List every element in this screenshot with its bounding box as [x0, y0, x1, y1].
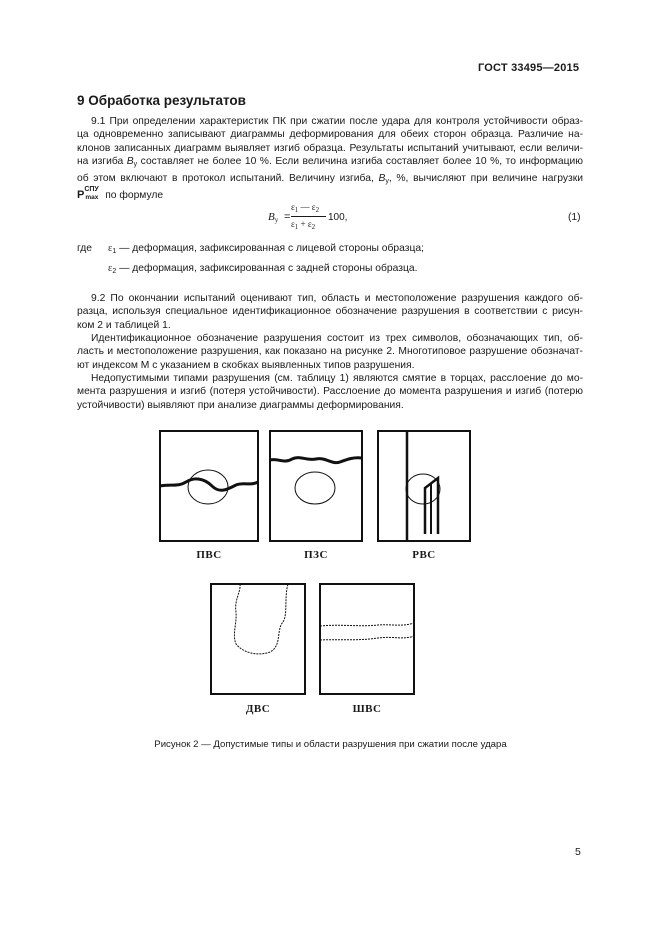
page-number: 5: [575, 846, 581, 858]
figure-caption: Рисунок 2 — Допустимые типы и области разрушения при сжатии после удара: [154, 739, 507, 750]
text-line: об этом включают в протокол испытаний. Величину изгиба, $B_y$, %, вычисляют при величине нагрузки: [77, 172, 583, 185]
text-line: 9.1 При определении характеристик ПК при сжатии после удара для контроля устойчивости образ-: [91, 116, 583, 127]
specimen-panel-shvs: [320, 584, 414, 694]
fracture-outline: [320, 636, 414, 640]
text-line: разца, используя специальное идентификационное обозначение разрушения в соответствии с рисун-: [77, 306, 583, 318]
text-line: ца одновременно записывают диаграммы деформирования для обеих сторон образца. Различие на-: [77, 129, 583, 141]
specimen-panel-dvs: [211, 584, 305, 694]
impact-zone: [295, 472, 335, 504]
text-line: Недопустимыми типами разрушения (см. таблицу 1) являются смятие в торцах, расслоение до мо-: [91, 373, 583, 384]
where-item-1-row: $\varepsilon_1$ — деформация, зафиксированная с лицевой стороны образца;: [108, 243, 424, 255]
section-title: 9 Обработка результатов: [77, 93, 246, 108]
where-list: где: [77, 243, 93, 254]
impact-zone: [406, 474, 440, 504]
text-line: ласть и местоположение разрушения, как показано на рисунке 2. Многотиповое разрушение обозначат-: [77, 346, 583, 358]
text-line: мента разрушения и изгиб (потеря устойчивости). Расслоение до момента разрушения и изгиб (потерю: [77, 386, 583, 398]
document-number: ГОСТ 33495—2015: [478, 62, 580, 74]
text-line: Идентификационное обозначение разрушения состоит из трех символов, обозначающих тип, об-: [91, 333, 583, 344]
fracture-outline: [234, 584, 288, 654]
fracture-line: [160, 479, 258, 490]
text-line: ют индексом М с указанием в скобках выявленных типов разрушения.: [77, 359, 415, 371]
figure-label-pvs: ПВС: [196, 549, 222, 561]
text-line: P СПУ max по формуле: [77, 186, 164, 202]
impact-zone: [188, 470, 228, 504]
paragraph-identification: [77, 332, 583, 372]
specimen-panel-pvs: [160, 431, 258, 541]
text-line: 9.2 По окончании испытаний оценивают тип, область и местоположение разрушения каждого об-: [91, 293, 583, 304]
figure-label-shvs: ШВС: [352, 703, 382, 715]
fracture-line: [425, 478, 438, 534]
formula-1: $B_y$ = $\varepsilon_1$ — $\varepsilon_2$ $\varepsilon_1 + \varepsilon_2$ 100, (1): [268, 202, 581, 231]
paragraph-9-1: [77, 115, 583, 202]
text-line: устойчивости) выявляют при анализе диаграммы деформирования.: [77, 399, 404, 411]
fracture-outline: [320, 623, 414, 626]
fraction-bar: [291, 216, 326, 217]
text-line: клонов записанных диаграмм выявляет изгиб образца. Результаты испытаний учитывают, если величи-: [77, 142, 583, 154]
specimen-panel-rvs: [378, 431, 470, 541]
text-line: на изгиба $B_y$ составляет не более 10 %. Если величина изгиба составляет более 10 %, то информацию: [77, 156, 583, 169]
figure-label-dvs: ДВС: [245, 703, 271, 715]
where-item-2-row: $\varepsilon_2$ — деформация, зафиксированная с задней стороны образца.: [108, 263, 418, 275]
paragraph-9-2: [77, 292, 583, 332]
paragraph-invalid-types: [77, 372, 583, 412]
specimen-panel-pzs: [270, 431, 362, 541]
text-line: ком 2 и таблицей 1.: [77, 319, 171, 331]
formula-number: (1): [568, 212, 581, 223]
figure-label-pzs: ПЗС: [304, 549, 328, 561]
fracture-line: [270, 458, 362, 463]
figure-label-rvs: РВС: [412, 549, 436, 561]
